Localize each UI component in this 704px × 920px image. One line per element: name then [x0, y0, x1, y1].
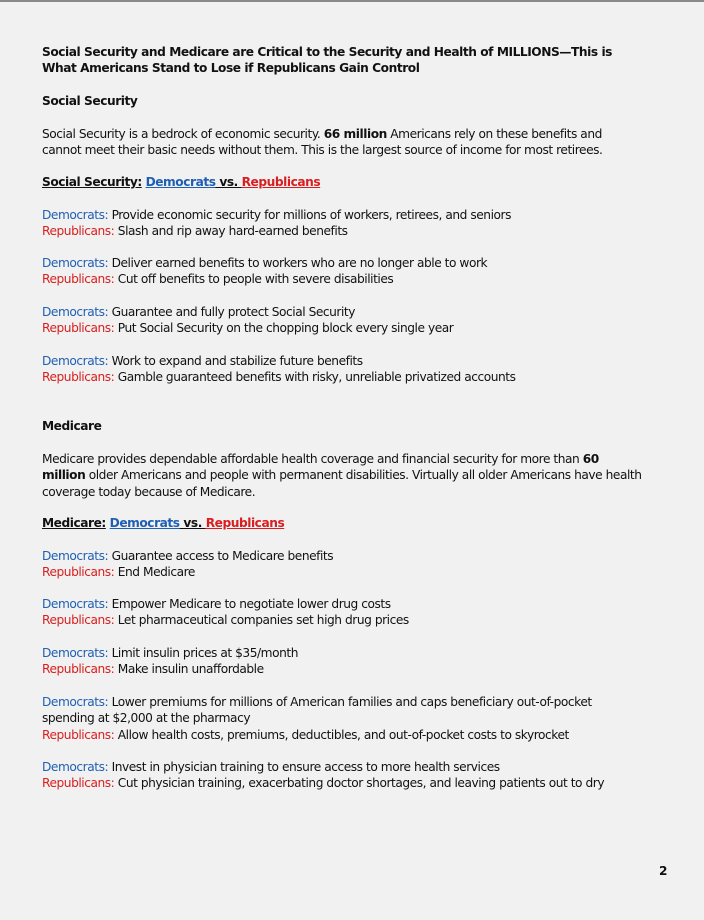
- intro-text: Social Security is a bedrock of economic security.: [42, 127, 324, 141]
- comparison-republicans: Republicans: [205, 516, 285, 530]
- comparison-vs: vs.: [179, 516, 206, 530]
- comparison-democrats: Democrats: [109, 516, 180, 530]
- democrats-label: Democrats:: [42, 354, 109, 368]
- medicare-intro: [42, 451, 642, 500]
- section-heading-social-security: Social Security: [42, 94, 138, 108]
- comparison-pair: [42, 255, 642, 288]
- comparison-pair: [42, 694, 642, 743]
- republicans-label: Republicans:: [42, 224, 115, 239]
- democrats-text: Deliver earned benefits to workers who are no longer able to work: [111, 256, 488, 270]
- republicans-line: [42, 612, 642, 628]
- democrats-text: Lower premiums for millions of American families and caps beneficiary out-of-pocket spending at $2,000 at the pharmacy: [42, 695, 592, 726]
- democrats-text: Limit insulin prices at $35/month: [111, 646, 298, 660]
- intro-text: older Americans and people with permanent disabilities. Virtually all older Americans have health coverage today because of Medicare.: [42, 468, 642, 499]
- republicans-line: [42, 369, 642, 385]
- section-heading-medicare: Medicare: [42, 419, 102, 433]
- republicans-text: End Medicare: [117, 565, 195, 580]
- comparison-vs: vs.: [215, 175, 242, 189]
- comparison-pair: [42, 207, 642, 240]
- democrats-line: [42, 255, 642, 271]
- republicans-label: Republicans:: [42, 727, 115, 742]
- democrats-text: Provide economic security for millions of workers, retirees, and seniors: [111, 208, 511, 222]
- intro-highlight: 60 million: [42, 452, 599, 483]
- democrats-text: Guarantee and fully protect Social Security: [111, 305, 356, 319]
- medicare-comparison-heading: [42, 515, 642, 531]
- republicans-line: [42, 775, 642, 791]
- republicans-line: [42, 223, 642, 239]
- republicans-label: Republicans:: [42, 272, 115, 287]
- democrats-line: [42, 596, 642, 612]
- social-security-intro: [42, 126, 642, 159]
- comparison-republicans: Republicans: [241, 175, 321, 189]
- republicans-label: Republicans:: [42, 565, 115, 580]
- document-title: Social Security and Medicare are Critical to the Security and Health of MILLIONS—This is What Americans Stand to Lose if Republicans Gain Control: [42, 45, 612, 76]
- democrats-label: Democrats:: [42, 256, 109, 270]
- democrats-text: Work to expand and stabilize future benefits: [111, 354, 363, 368]
- comparison-pair: [42, 645, 642, 678]
- republicans-text: Put Social Security on the chopping block every single year: [117, 321, 454, 336]
- republicans-line: [42, 564, 642, 580]
- republicans-text: Gamble guaranteed benefits with risky, unreliable privatized accounts: [117, 370, 516, 385]
- republicans-label: Republicans:: [42, 662, 115, 677]
- democrats-line: [42, 694, 642, 727]
- democrats-label: Democrats:: [42, 597, 109, 611]
- comparison-pair: [42, 304, 642, 337]
- democrats-label: Democrats:: [42, 646, 109, 660]
- democrats-text: Guarantee access to Medicare benefits: [111, 549, 334, 563]
- republicans-text: Slash and rip away hard-earned benefits: [117, 224, 348, 239]
- republicans-label: Republicans:: [42, 321, 115, 336]
- democrats-line: [42, 353, 642, 369]
- comparison-prefix: Medicare:: [42, 516, 106, 530]
- republicans-line: [42, 320, 642, 336]
- democrats-label: Democrats:: [42, 549, 109, 563]
- comparison-pair: [42, 759, 642, 792]
- comparison-prefix: Social Security:: [42, 175, 142, 189]
- democrats-text: Invest in physician training to ensure access to more health services: [111, 760, 500, 774]
- comparison-pair: [42, 596, 642, 629]
- democrats-text: Empower Medicare to negotiate lower drug costs: [111, 597, 391, 611]
- democrats-label: Democrats:: [42, 695, 109, 709]
- republicans-label: Republicans:: [42, 613, 115, 628]
- republicans-text: Allow health costs, premiums, deductibles, and out-of-pocket costs to skyrocket: [117, 727, 569, 742]
- republicans-line: [42, 271, 642, 287]
- social-security-comparison-heading: [42, 174, 642, 190]
- democrats-line: [42, 304, 642, 320]
- democrats-label: Democrats:: [42, 305, 109, 319]
- democrats-line: [42, 645, 642, 661]
- democrats-label: Democrats:: [42, 208, 109, 222]
- democrats-line: [42, 759, 642, 775]
- democrats-line: [42, 207, 642, 223]
- page-number: 2: [659, 864, 668, 878]
- democrats-line: [42, 548, 642, 564]
- republicans-text: Make insulin unaffordable: [117, 662, 264, 677]
- democrats-label: Democrats:: [42, 760, 109, 774]
- intro-highlight: 66 million: [323, 127, 387, 141]
- republicans-line: [42, 661, 642, 677]
- comparison-pair: [42, 548, 642, 581]
- republicans-text: Cut off benefits to people with severe disabilities: [117, 272, 394, 287]
- republicans-text: Let pharmaceutical companies set high drug prices: [117, 613, 409, 628]
- republicans-text: Cut physician training, exacerbating doctor shortages, and leaving patients out to dry: [117, 776, 605, 791]
- comparison-democrats: Democrats: [145, 175, 216, 189]
- intro-text: Medicare provides dependable affordable health coverage and financial security for more than: [42, 452, 583, 466]
- comparison-pair: [42, 353, 642, 386]
- republicans-label: Republicans:: [42, 370, 115, 385]
- republicans-line: [42, 727, 642, 743]
- republicans-label: Republicans:: [42, 776, 115, 791]
- intro-text: Americans rely on these benefits and cannot meet their basic needs without them. This is the largest source of income for most retirees.: [42, 127, 603, 158]
